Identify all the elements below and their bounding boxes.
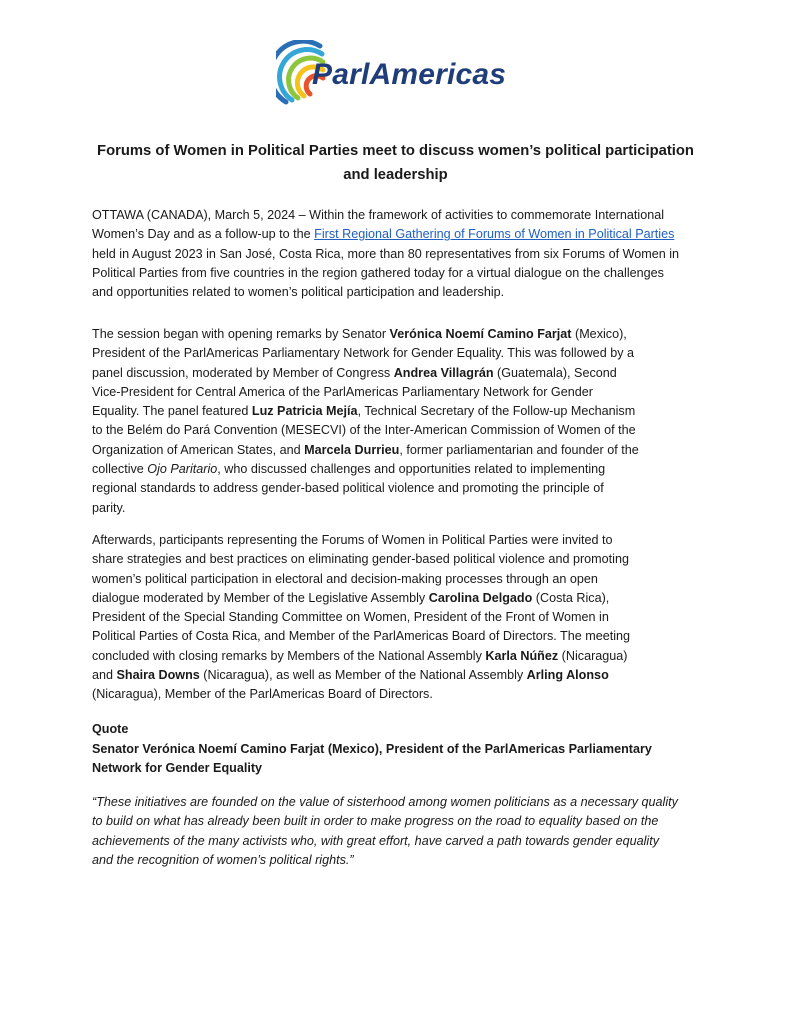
text-run: The session began with opening remarks by Senator <box>92 327 390 341</box>
person-name: Marcela Durrieu <box>304 442 400 457</box>
text-line: parity. <box>92 500 126 515</box>
text-line <box>92 325 712 344</box>
text-line <box>92 647 712 666</box>
text-line <box>92 364 712 383</box>
text-line: held in August 2023 in San José, Costa Rica, more than 80 representatives from six Forums of Women in <box>92 246 680 261</box>
quote-heading <box>92 720 712 739</box>
text-run: (Mexico), <box>571 327 627 341</box>
text-line: President of the Special Standing Committee on Women, President of the Front of Women in <box>92 610 609 625</box>
text-line: and opportunities related to women’s political participation and leadership. <box>92 285 505 300</box>
text-run: (Nicaragua), as well as Member of the National Assembly <box>199 668 527 683</box>
person-name: Luz Patricia Mejía <box>251 404 358 419</box>
text-line <box>92 225 712 244</box>
text-line <box>92 589 712 608</box>
text-line <box>92 460 712 479</box>
text-line: “These initiatives are founded on the value of sisterhood among women politicians as a necessary quality <box>92 795 678 809</box>
paragraph-session <box>92 325 712 518</box>
text-run: concluded with closing remarks by Members of the National Assembly <box>92 648 486 663</box>
text-line: Vice-President for Central America of the ParlAmericas Parliamentary Network for Gender <box>92 384 593 399</box>
text-line: (Nicaragua), Member of the ParlAmericas Board of Directors. <box>92 687 433 702</box>
text-run: , Technical Secretary of the Follow-up Mechanism <box>357 404 636 419</box>
text-line: Network for Gender Equality <box>92 761 263 776</box>
text-line: regional standards to address gender-based political violence and promoting the principle of <box>92 481 604 496</box>
text-line: Quote <box>92 722 129 736</box>
text-run: and <box>92 668 117 683</box>
text-run: Equality. The panel featured <box>92 404 252 419</box>
text-line: Political Parties of Costa Rica, and Member of the ParlAmericas Board of Directors. The meeting <box>92 629 631 644</box>
text-line: and the recognition of women’s political rights.” <box>92 852 354 867</box>
parlamericas-logo <box>276 40 521 110</box>
text-line: to the Belém do Pará Convention (MESECVI) of the Inter-American Commission of Women of the <box>92 423 636 438</box>
person-name: Andrea Villagrán <box>393 365 494 380</box>
text-line: OTTAWA (CANADA), March 5, 2024 – Within the framework of activities to commemorate International <box>92 208 665 222</box>
title-line: and leadership <box>343 167 448 183</box>
text-run: Women’s Day and as a follow-up to the <box>92 227 315 242</box>
paragraph-intro <box>92 206 712 302</box>
text-line: Senator Verónica Noemí Camino Farjat (Mexico), President of the ParlAmericas Parliamentary <box>92 742 652 756</box>
text-line <box>92 666 712 685</box>
quote-text <box>92 793 712 870</box>
person-name: Carolina Delgado <box>428 590 533 605</box>
text-line: achievements of the many activists who, with great effort, have carved a path towards gender equality <box>92 833 660 848</box>
person-name: Arling Alonso <box>526 668 609 683</box>
page-title <box>90 139 701 187</box>
quote-attribution <box>92 740 712 779</box>
text-line: to build on what has already been built in order to make progress on the road to equality based on the <box>92 814 659 829</box>
person-name: Verónica Noemí Camino Farjat <box>389 327 572 341</box>
text-line <box>92 402 712 421</box>
text-run: , former parliamentarian and founder of the <box>399 442 639 457</box>
text-run: panel discussion, moderated by Member of Congress <box>92 365 394 380</box>
text-line: President of the ParlAmericas Parliamentary Network for Gender Equality. This was followed by a <box>92 346 634 361</box>
text-run: dialogue moderated by Member of the Legislative Assembly <box>92 590 429 605</box>
collective-name: Ojo Paritario <box>147 462 218 477</box>
person-name: Shaira Downs <box>116 668 200 683</box>
logo-wordmark: ParlAmericas <box>312 58 507 91</box>
text-line: share strategies and best practices on eliminating gender-based political violence and promoting <box>92 552 629 567</box>
text-line: Afterwards, participants representing the Forums of Women in Political Parties were invited to <box>92 533 613 547</box>
text-run: (Guatemala), Second <box>493 365 617 380</box>
text-run: (Costa Rica), <box>532 590 610 605</box>
text-run: (Nicaragua) <box>558 648 628 663</box>
title-line: Forums of Women in Political Parties meet to discuss women’s political participation <box>97 143 694 159</box>
text-line: Political Parties from five countries in the region gathered today for a virtual dialogue on the challenges <box>92 265 664 280</box>
text-run: Organization of American States, and <box>92 442 305 457</box>
first-regional-gathering-link[interactable]: First Regional Gathering of Forums of Women in Political Parties <box>314 227 675 242</box>
person-name: Karla Núñez <box>485 648 559 663</box>
text-run: , who discussed challenges and opportunities related to implementing <box>217 462 606 477</box>
paragraph-dialogue <box>92 531 712 705</box>
text-line: women’s political participation in electoral and decision-making processes through an open <box>92 571 598 586</box>
text-line <box>92 441 712 460</box>
text-run: collective <box>92 462 148 477</box>
